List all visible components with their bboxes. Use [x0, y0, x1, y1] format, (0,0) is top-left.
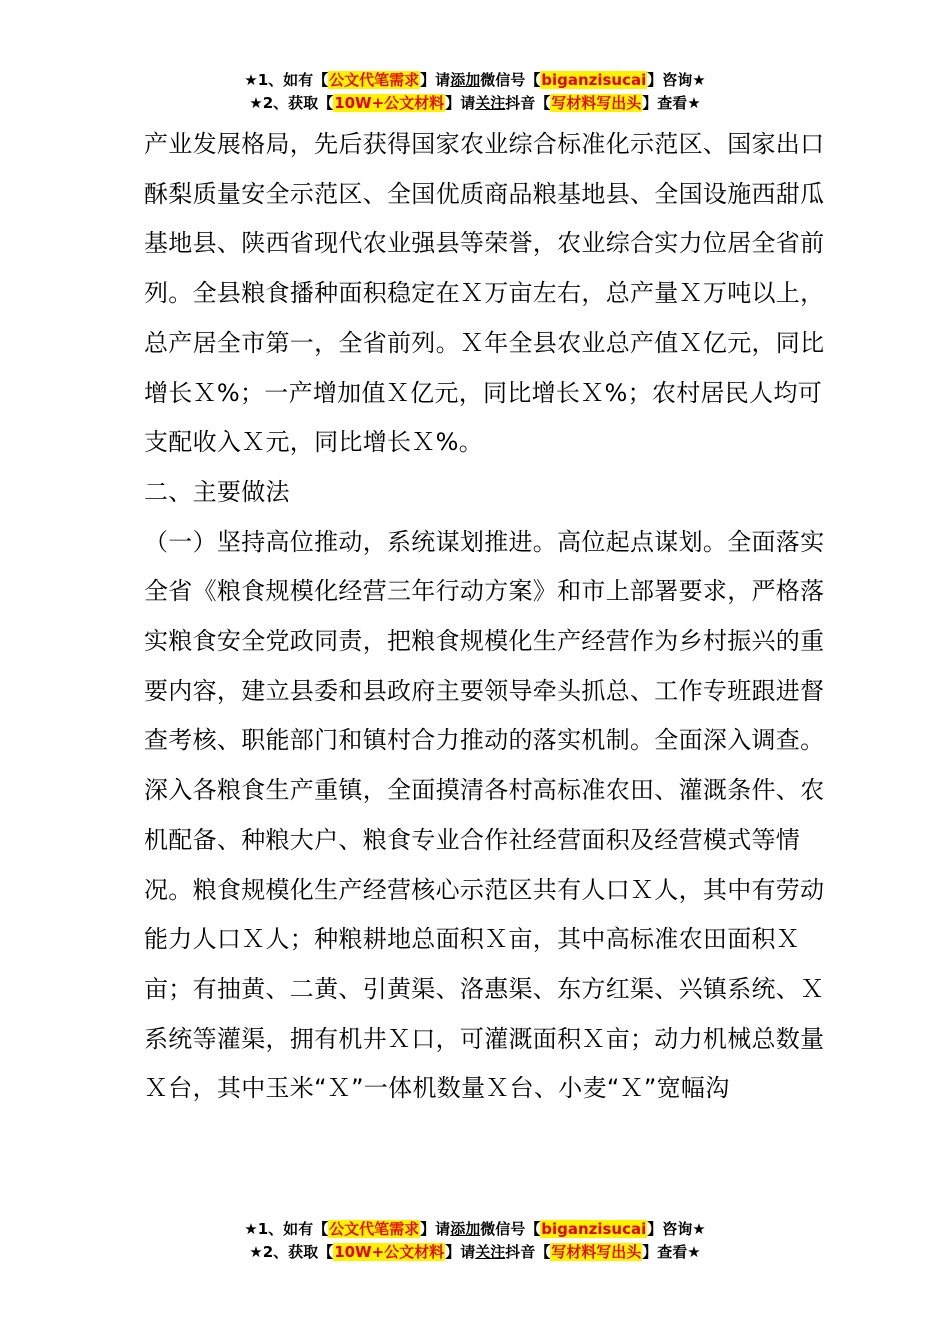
underline-text: 添加	[450, 1220, 481, 1238]
banner-text: 】查看★	[642, 94, 701, 112]
highlight-service: 公文代笔需求	[329, 1220, 420, 1238]
banner-text: ★1、如有【	[244, 1220, 329, 1238]
document-body	[144, 120, 834, 1114]
banner-text: ★2、获取【	[249, 94, 334, 112]
highlight-materials: 10W+公文材料	[334, 1243, 445, 1261]
section-heading: 二、主要做法	[144, 477, 290, 506]
paragraph-overview: 产业发展格局，先后获得国家农业综合标准化示范区、国家出口酥梨质量安全示范区、全国优质商品粮基地县、全国设施西甜瓜基地县、陕西省现代农业强县等荣誉，农业综合实力位居全省前列。全县粮食播种面积稳定在Ｘ万亩左右，总产量Ｘ万吨以上，总产居全市第一，全省前列。Ｘ年全县农业总产值Ｘ亿元，同比增长Ｘ%；一产增加值Ｘ亿元，同比增长Ｘ%；农村居民人均可支配收入Ｘ元，同比增长Ｘ%。	[144, 130, 825, 457]
banner-text: 】请	[420, 71, 451, 89]
banner-text: 微信号【	[480, 1220, 541, 1238]
banner-line-2	[0, 1241, 950, 1264]
banner-text: 】请	[420, 1220, 451, 1238]
banner-text: 】咨询★	[647, 1220, 706, 1238]
underline-text: 关注	[475, 94, 506, 112]
paragraph-practices: （一）坚持高位推动，系统谋划推进。高位起点谋划。全面落实全省《粮食规模化经营三年行动方案》和市上部署要求，严格落实粮食安全党政同责，把粮食规模化生产经营作为乡村振兴的重要内容，建立县委和县政府主要领导牵头抓总、工作专班跟进督查考核、职能部门和镇村合力推动的落实机制。全面深入调查。深入各粮食生产重镇，全面摸清各村高标准农田、灌溉条件、农机配备、种粮大户、粮食专业合作社经营面积及经营模式等情况。粮食规模化生产经营核心示范区共有人口Ｘ人，其中有劳动能力人口Ｘ人；种粮耕地总面积Ｘ亩，其中高标准农田面积Ｘ亩；有抽黄、二黄、引黄渠、洛惠渠、东方红渠、兴镇系统、Ｘ系统等灌渠，拥有机井Ｘ口，可灌溉面积Ｘ亩；动力机械总数量Ｘ台，其中玉米“Ｘ”一体机数量Ｘ台、小麦“Ｘ”宽幅沟	[144, 527, 825, 1103]
underline-text: 添加	[450, 71, 481, 89]
banner-text: 】请	[445, 94, 476, 112]
highlight-wechat-id: biganzisucai	[541, 71, 647, 89]
banner-text: 】咨询★	[647, 71, 706, 89]
highlight-materials: 10W+公文材料	[334, 94, 445, 112]
banner-line-1	[0, 69, 950, 92]
footer-banner	[0, 1218, 950, 1264]
banner-line-1	[0, 1218, 950, 1241]
banner-text: 微信号【	[480, 71, 541, 89]
banner-text: 抖音【	[505, 1243, 551, 1261]
highlight-wechat-id: biganzisucai	[541, 1220, 647, 1238]
header-banner	[0, 69, 950, 115]
highlight-douyin: 写材料写出头	[551, 94, 642, 112]
underline-text: 关注	[475, 1243, 506, 1261]
banner-text: ★1、如有【	[244, 71, 329, 89]
highlight-douyin: 写材料写出头	[551, 1243, 642, 1261]
banner-text: 】请	[445, 1243, 476, 1261]
banner-text: 】查看★	[642, 1243, 701, 1261]
banner-text: ★2、获取【	[249, 1243, 334, 1261]
banner-line-2	[0, 92, 950, 115]
banner-text: 抖音【	[505, 94, 551, 112]
highlight-service: 公文代笔需求	[329, 71, 420, 89]
